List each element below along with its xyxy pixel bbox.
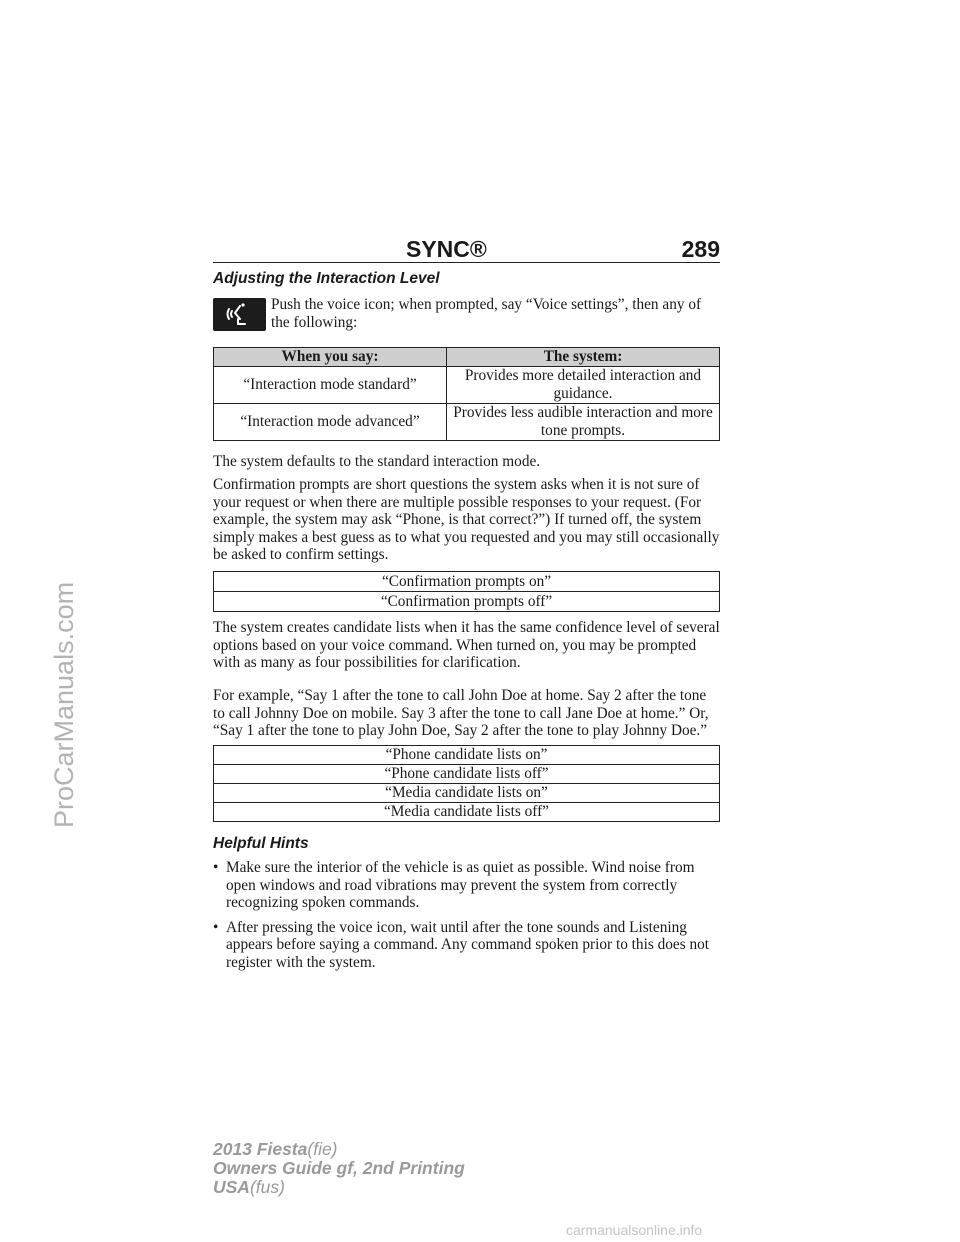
confirmation-command: “Confirmation prompts on” [214,572,720,592]
bottom-watermark: carmanualsonline.info [566,1222,703,1238]
table-row [214,803,720,822]
confirmation-commands-table [213,571,720,612]
candidate-command: “Media candidate lists on” [214,784,720,803]
interaction-intro: Push the voice icon; when prompted, say “Voice settings”, then any of the following: [271,296,702,331]
candidate-command: “Phone candidate lists off” [214,765,720,784]
footer-guide: Owners Guide gf, 2nd Printing [213,1158,465,1178]
table-row [214,784,720,803]
interaction-heading: Adjusting the Interaction Level [213,270,440,287]
table-row [214,592,720,612]
list-item [213,859,721,912]
confirmation-paragraph: Confirmation prompts are short questions the system asks when it is not sure of your request or when there are multiple possible responses to your request. (For example, the system may ask “Phone, is that correct?”) If turned off, the system simply makes a best guess as to what you requested and you may still occasionally be asked to confirm settings. [213,476,720,564]
section-title: SYNC® [406,236,487,262]
footer-market-code: (fus) [249,1177,285,1197]
footer-model: 2013 Fiesta [213,1139,308,1159]
list-item [213,919,721,972]
candidate-example-paragraph: For example, “Say 1 after the tone to call John Doe at home. Say 2 after the tone to call Johnny Doe on mobile. Say 3 after the tone to call Jane Doe at home.” Or, “Say 1 after the tone to play John Doe, Say 2 after the tone to play Johnny Doe.” [213,687,709,740]
helpful-hints-list [213,859,721,979]
confirmation-command: “Confirmation prompts off” [214,592,720,612]
candidate-command: “Media candidate lists off” [214,803,720,822]
footer-model-code: (fie) [307,1139,338,1159]
document-footer [213,1140,465,1197]
footer-market: USA [213,1177,250,1197]
candidate-commands-table [213,745,720,822]
candidate-paragraph: The system creates candidate lists when it has the same confidence level of several options based on your voice command. When turned on, you may be prompted with as many as four possibilities for clarification. [213,619,720,672]
helpful-hints-heading: Helpful Hints [213,835,309,852]
side-watermark: ProCarManuals.com [49,581,79,828]
table-row [214,746,720,765]
candidate-command: “Phone candidate lists on” [214,746,720,765]
table-cell-command: “Interaction mode standard” [214,366,447,403]
hint-text: Make sure the interior of the vehicle is as quiet as possible. Wind noise from open windows and road vibrations may prevent the system from correctly recognizing spoken commands. [226,859,695,912]
table-row [214,403,720,440]
table-header-system: The system: [447,348,720,367]
table-header-say: When you say: [214,348,447,367]
table-cell-result: Provides more detailed interaction and guidance. [447,366,720,403]
interaction-mode-table [213,347,720,441]
table-row [214,366,720,403]
table-cell-result: Provides less audible interaction and more tone prompts. [447,403,720,440]
bullet-icon: • [213,859,219,876]
page-number: 289 [681,236,720,262]
table-header-row [214,348,720,367]
header-divider [213,262,720,263]
table-row [214,765,720,784]
table-row [214,572,720,592]
table-cell-command: “Interaction mode advanced” [214,403,447,440]
voice-icon [213,298,266,331]
default-mode-note: The system defaults to the standard interaction mode. [213,453,541,470]
hint-text: After pressing the voice icon, wait until after the tone sounds and Listening appears before saying a command. Any command spoken prior to this does not register with the system. [226,918,710,971]
bullet-icon: • [213,918,219,936]
